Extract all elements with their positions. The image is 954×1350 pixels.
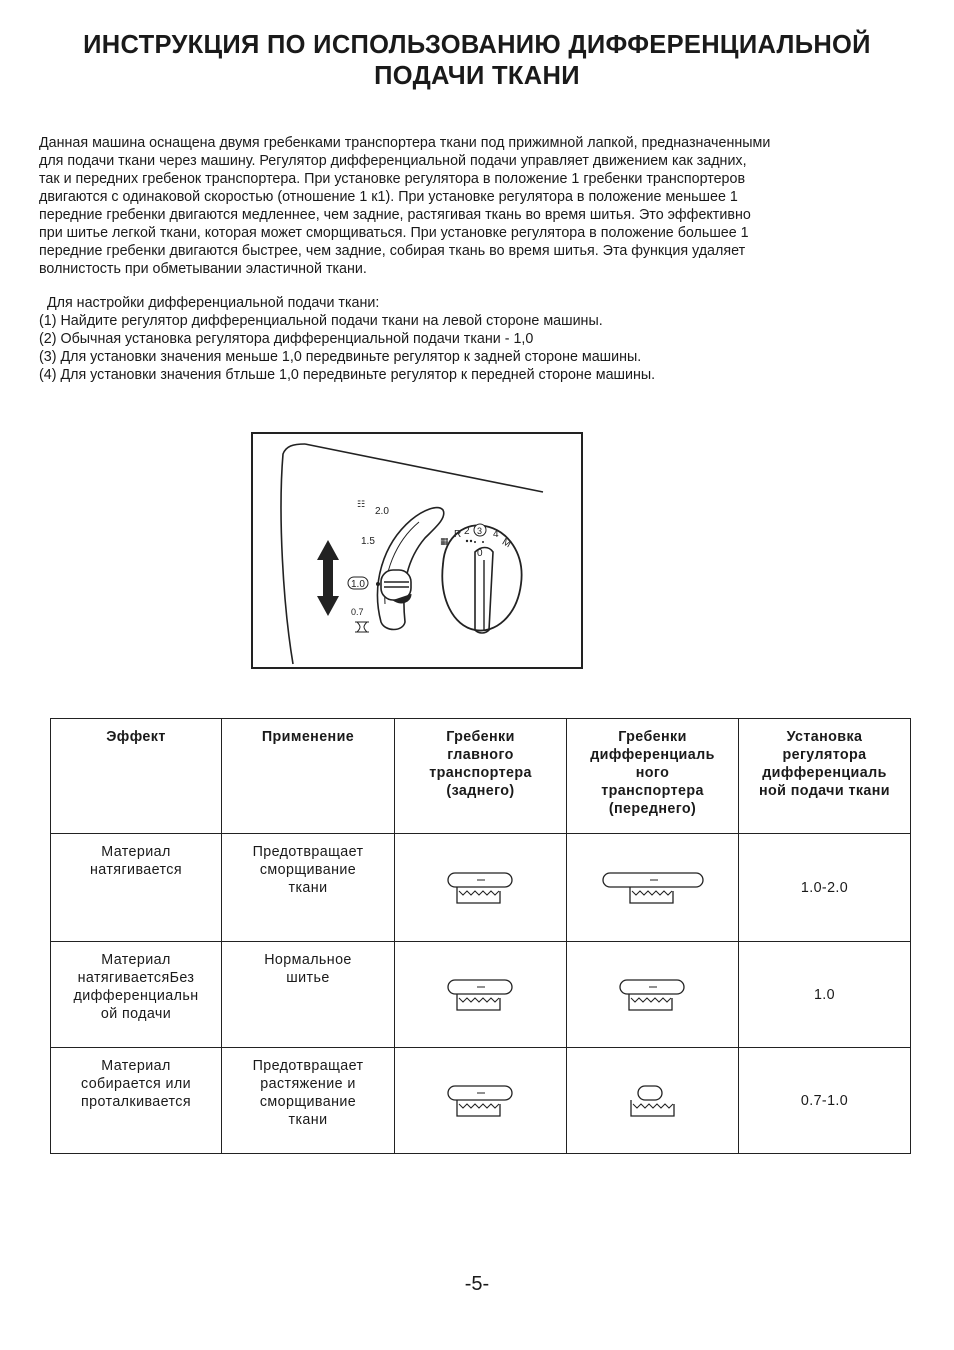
cell-setting: 1.0 <box>739 942 911 1048</box>
header-differential-feed: Гребенки дифференциаль ного транспортера (переднего) <box>567 719 739 834</box>
differential-dial-figure <box>251 432 583 669</box>
svg-text:M: M <box>500 536 513 551</box>
cell-effect: Материал натягивается <box>51 834 222 942</box>
cell-use: Нормальное шитье <box>222 942 395 1048</box>
title-line-2: ПОДАЧИ ТКАНИ <box>374 62 580 90</box>
intro-line: для подачи ткани через машину. Регулятор дифференциальной подачи управляет движением как задних, <box>39 153 747 169</box>
table-row <box>51 834 911 942</box>
cell-effect: Материал натягиваетсяБез дифференциальн ой подачи <box>51 942 222 1048</box>
step-item: (2) Обычная установка регулятора дифференциальной подачи ткани - 1,0 <box>39 331 534 347</box>
step-item: (1) Найдите регулятор дифференциальной подачи ткани на левой стороне машины. <box>39 313 603 329</box>
table-header-row <box>51 719 911 834</box>
cell-main-feed-diagram <box>395 1048 567 1154</box>
intro-paragraph <box>39 134 939 278</box>
header-setting: Установка регулятора дифференциаль ной подачи ткани <box>739 719 911 834</box>
scale-label-center: 1.0 <box>351 579 365 590</box>
header-main-feed: Гребенки главного транспортера (заднего) <box>395 719 567 834</box>
scale-label-top: 2.0 <box>375 506 389 517</box>
table-row <box>51 1048 911 1154</box>
intro-line: так и передних гребенок транспортера. При установке регулятора в положение 1 гребенки транспортеров <box>39 171 746 187</box>
feed-dog-diagram-differential <box>627 1084 679 1118</box>
cell-main-feed-diagram <box>395 834 567 942</box>
step-item: (3) Для установки значения меньше 1,0 передвиньте регулятор к задней стороне машины. <box>39 349 642 365</box>
feed-dog-diagram-main <box>445 1084 517 1118</box>
dial-mark-4: 4 <box>493 529 499 540</box>
feed-dog-diagram-differential <box>600 871 706 905</box>
header-use: Применение <box>222 719 395 834</box>
dial-mark-zero: 0 <box>477 548 483 559</box>
step-item: (4) Для установки значения бтльше 1,0 передвиньте регулятор к передней стороне машины. <box>39 367 656 383</box>
differential-feed-table <box>50 718 911 1154</box>
dial-illustration <box>253 434 581 667</box>
intro-line: передние гребенки двигаются медленнее, чем задние, растягивая ткань во время шитья. Это эффективно <box>39 207 751 223</box>
cell-diff-feed-diagram <box>567 1048 739 1154</box>
scale-label-mid: 1.5 <box>361 536 375 547</box>
cell-effect: Материал собирается или проталкивается <box>51 1048 222 1154</box>
dial-mark-r: R <box>454 529 462 540</box>
cell-diff-feed-diagram <box>567 834 739 942</box>
svg-text:▦: ▦ <box>440 537 449 547</box>
feed-dog-diagram-differential <box>617 978 689 1012</box>
feed-dog-diagram-main <box>445 978 517 1012</box>
cell-use: Предотвращает сморщивание ткани <box>222 834 395 942</box>
cell-use: Предотвращает растяжение и сморщивание ткани <box>222 1048 395 1154</box>
dial-mark-3: 3 <box>477 526 483 536</box>
table-row <box>51 942 911 1048</box>
intro-line: передние гребенки двигаются быстрее, чем задние, собирая ткань во время шитья. Эта функция удаляет <box>39 243 746 259</box>
cell-setting: 1.0-2.0 <box>739 834 911 942</box>
scale-label-bottom: 0.7 <box>351 607 364 617</box>
title-line-1: ИНСТРУКЦИЯ ПО ИСПОЛЬЗОВАНИЮ ДИФФЕРЕНЦИАЛЬНОЙ <box>83 31 871 59</box>
svg-text:☷: ☷ <box>357 500 366 510</box>
intro-line: волнистость при обметывании эластичной ткани. <box>39 261 367 277</box>
intro-line: Данная машина оснащена двумя гребенками транспортера ткани под прижимной лапкой, предназначенными <box>39 135 771 151</box>
cell-diff-feed-diagram <box>567 942 739 1048</box>
steps-heading: Для настройки дифференциальной подачи ткани: <box>39 295 380 311</box>
intro-line: при шитье легкой ткани, которая может сморщиваться. При установке регулятора в положение большее 1 <box>39 225 749 241</box>
page-title <box>0 30 954 92</box>
page-number: -5- <box>464 1273 490 1295</box>
steps-list <box>39 294 939 384</box>
dial-mark-2: 2 <box>464 526 470 537</box>
cell-setting: 0.7-1.0 <box>739 1048 911 1154</box>
intro-line: двигаются с одинаковой скоростью (отношение 1 к1). При установке регулятора в положение меньшее 1 <box>39 189 738 205</box>
header-effect: Эффект <box>51 719 222 834</box>
feed-dog-diagram-main <box>445 871 517 905</box>
cell-main-feed-diagram <box>395 942 567 1048</box>
